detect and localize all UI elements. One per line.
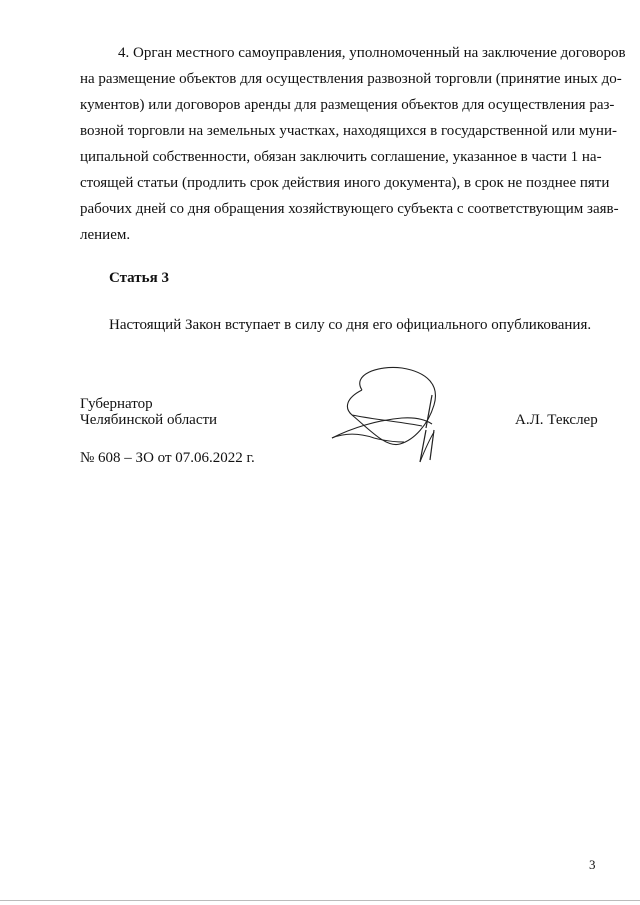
article-3-text: Настоящий Закон вступает в силу со дня его официального опубликования. xyxy=(109,317,592,333)
signatory-position-line1: Губернатор xyxy=(80,396,153,412)
paragraph-line: ципальной собственности, обязан заключить соглашение, указанное в части 1 на- xyxy=(80,149,602,165)
paragraph-line: стоящей статьи (продлить срок действия иного документа), в срок не позднее пяти xyxy=(80,175,610,191)
paragraph-line: кументов) или договоров аренды для размещения объектов для осуществления раз- xyxy=(80,97,615,113)
paragraph-line: на размещение объектов для осуществления развозной торговли (принятие иных до- xyxy=(80,71,622,87)
handwritten-signature xyxy=(322,360,452,470)
bottom-divider xyxy=(0,900,640,901)
paragraph-line: возной торговли на земельных участках, находящихся в государственной или муни- xyxy=(80,123,617,139)
paragraph-line: 4. Орган местного самоуправления, уполномоченный на заключение договоров xyxy=(118,45,626,61)
paragraph-line: рабочих дней со дня обращения хозяйствующего субъекта с соответствующим заяв- xyxy=(80,201,619,217)
paragraph-line: лением. xyxy=(80,227,131,243)
page-number: 3 xyxy=(589,857,596,872)
article-3-title: Статья 3 xyxy=(109,270,169,286)
signatory-position-line2: Челябинской области xyxy=(80,412,218,428)
law-number-date: № 608 – ЗО от 07.06.2022 г. xyxy=(80,450,255,466)
signatory-name: А.Л. Текслер xyxy=(515,412,598,428)
